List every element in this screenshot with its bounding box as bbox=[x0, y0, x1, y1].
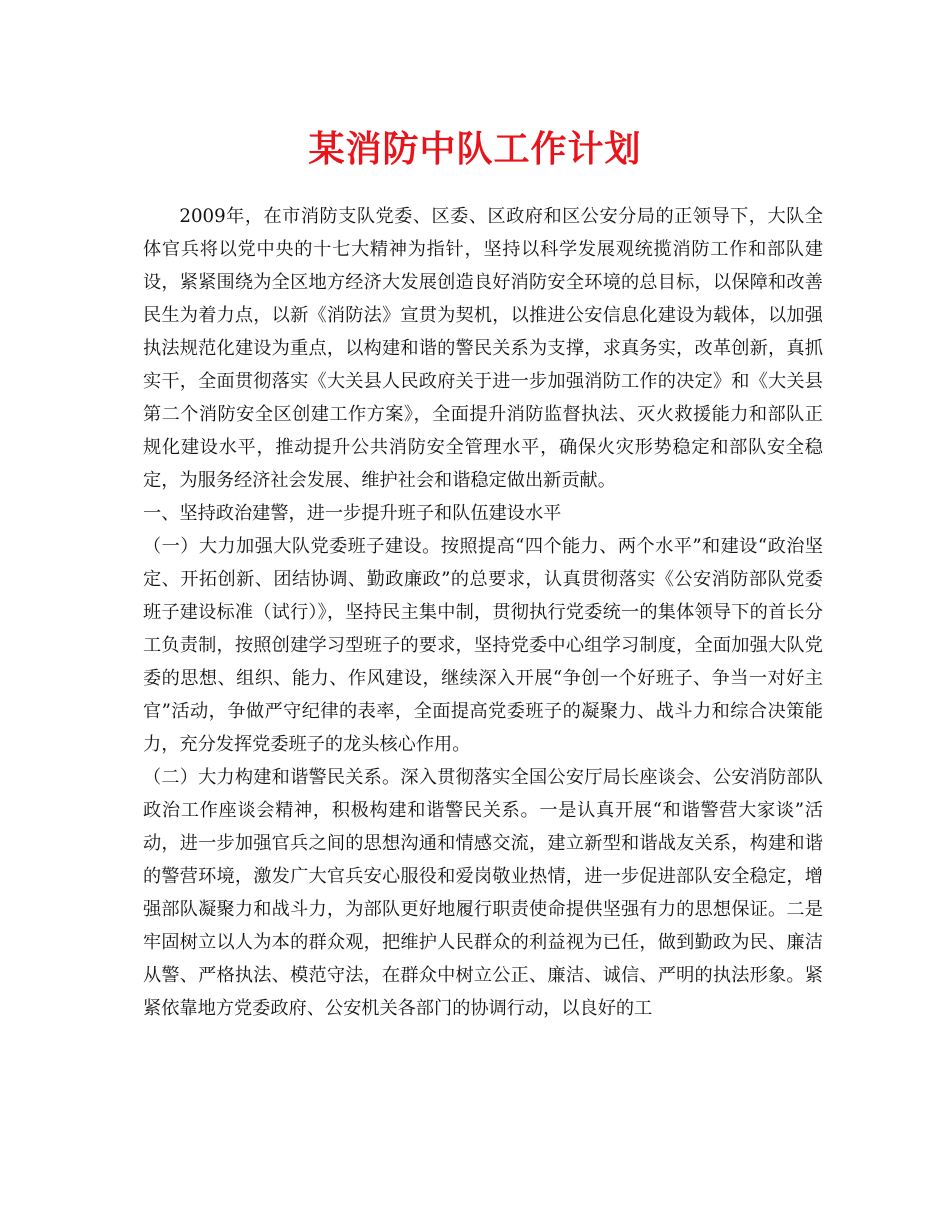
subsection-paragraph-2: （二）大力构建和谐警民关系。深入贯彻落实全国公安厅局长座谈会、公安消防部队政治工作座谈会精神，积极构建和谐警民关系。一是认真开展“和谐警营大家谈”活动，进一步加强官兵之间的思想沟通和情感交流，建立新型和谐战友关系，构建和谐的警营环境，激发广大官兵安心服役和爱岗敬业热情，进一步促进部队安全稳定，增强部队凝聚力和战斗力，为部队更好地履行职责使命提供坚强有力的思想保证。二是牢固树立以人为本的群众观，把维护人民群众的利益视为已任，做到勤政为民、廉洁从警、严格执法、模范守法，在群众中树立公正、廉洁、诚信、严明的执法形象。紧紧依靠地方党委政府、公安机关各部门的协调行动，以良好的工 bbox=[143, 767, 823, 1019]
section-heading-1: 一、坚持政治建警，进一步提升班子和队伍建设水平 bbox=[143, 503, 562, 524]
document-body bbox=[143, 200, 823, 1025]
intro-paragraph: 2009年，在市消防支队党委、区委、区政府和区公安分局的正领导下，大队全体官兵将以党中央的十七大精神为指针，坚持以科学发展观统揽消防工作和部队建设，紧紧围绕为全区地方经济大发展创造良好消防安全环境的总目标，以保障和改善民生为着力点，以新《消防法》宣贯为契机，以推进公安信息化建设为载体，以加强执法规范化建设为重点，以构建和谐的警民关系为支撑，求真务实，改革创新，真抓实干，全面贯彻落实《大关县人民政府关于进一步加强消防工作的决定》和《大关县第二个消防安全区创建工作方案》，全面提升消防监督执法、灭火救援能力和部队正规化建设水平，推动提升公共消防安全管理水平，确保火灾形势稳定和部队安全稳定，为服务经济社会发展、维护社会和谐稳定做出新贡献。 bbox=[143, 206, 823, 491]
document-title: 某消防中队工作计划 bbox=[308, 128, 642, 170]
subsection-paragraph-1: （一）大力加强大队党委班子建设。按照提高“四个能力、两个水平”和建设“政治坚定、开拓创新、团结协调、勤政廉政”的总要求，认真贯彻落实《公安消防部队党委班子建设标准（试行）》，坚持民主集中制，贯彻执行党委统一的集体领导下的首长分工负责制，按照创建学习型班子的要求，坚持党委中心组学习制度，全面加强大队党委的思想、组织、能力、作风建设，继续深入开展“争创一个好班子、争当一对好主官”活动，争做严守纪律的表率，全面提高党委班子的凝聚力、战斗力和综合决策能力，充分发挥党委班子的龙头核心作用。 bbox=[143, 536, 823, 755]
